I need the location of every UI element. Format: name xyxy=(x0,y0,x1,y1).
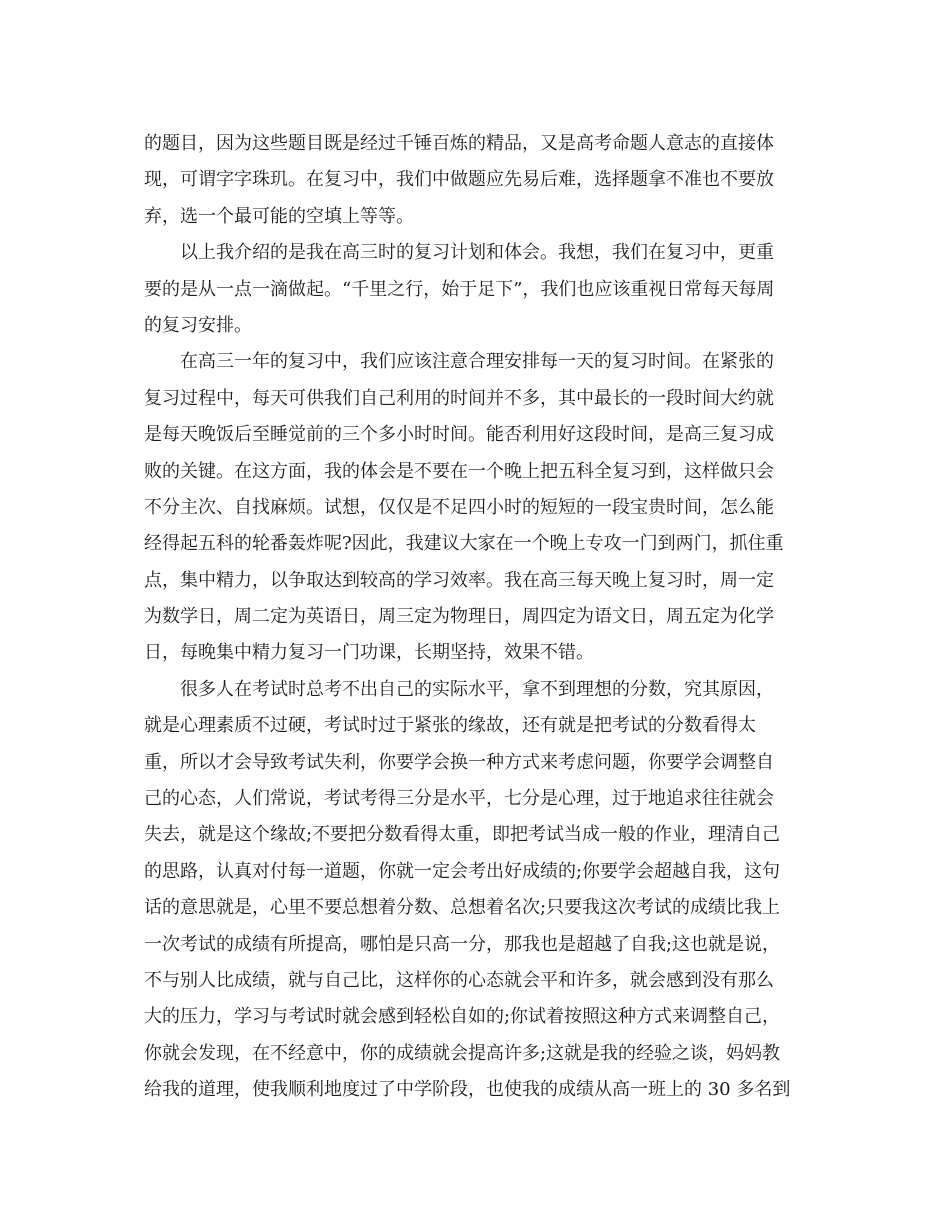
text-line: 给我的道理，使我顺利地度过了中学阶段，也使我的成绩从高一班上的 30 多名到 xyxy=(144,1079,791,1101)
document-body xyxy=(144,126,804,1109)
text-line: 为数学日，周二定为英语日，周三定为物理日，周四定为语文日，周五定为化学 xyxy=(144,606,774,628)
text-line: 要的是从一点一滴做起。“千里之行，始于足下”，我们也应该重视日常每天每周 xyxy=(144,278,775,300)
text-line: 经得起五科的轮番轰炸呢?因此，我建议大家在一个晚上专攻一门到两门，抓住重 xyxy=(144,533,784,555)
text-line: 大的压力，学习与考试时就会感到轻松自如的;你试着按照这种方式来调整自己， xyxy=(144,1006,781,1028)
text-line: 以上我介绍的是我在高三时的复习计划和体会。我想，我们在复习中，更重 xyxy=(180,242,774,264)
paragraph xyxy=(144,126,804,235)
text-line: 的题目，因为这些题目既是经过千锤百炼的精品，又是高考命题人意志的直接体 xyxy=(144,133,774,154)
text-line: 一次考试的成绩有所提高，哪怕是只高一分，那我也是超越了自我;这也就是说， xyxy=(144,933,781,955)
paragraph xyxy=(144,235,804,344)
paragraph xyxy=(144,344,804,672)
text-line: 不与别人比成绩，就与自己比，这样你的心态就会平和许多，就会感到没有那么 xyxy=(144,969,774,991)
text-line: 复习过程中，每天可供我们自己利用的时间并不多，其中最长的一段时间大约就 xyxy=(144,387,774,409)
text-line: 很多人在考试时总考不出自己的实际水平，拿不到理想的分数，究其原因， xyxy=(180,678,774,700)
text-line: 现，可谓字字珠玑。在复习中，我们中做题应先易后难，选择题拿不准也不要放 xyxy=(144,169,774,191)
text-line: 重，所以才会导致考试失利，你要学会换一种方式来考虑问题，你要学会调整自 xyxy=(144,751,774,773)
text-line: 你就会发现，在不经意中，你的成绩就会提高许多;这就是我的经验之谈，妈妈教 xyxy=(144,1042,781,1064)
text-line: 点，集中精力，以争取达到较高的学习效率。我在高三每天晚上复习时，周一定 xyxy=(144,569,774,591)
text-line: 话的意思就是，心里不要总想着分数、总想着名次;只要我这次考试的成绩比我上 xyxy=(144,897,781,919)
text-line: 弃，选一个最可能的空填上等等。 xyxy=(144,205,414,227)
text-line: 在高三一年的复习中，我们应该注意合理安排每一天的复习时间。在紧张的 xyxy=(180,351,774,373)
paragraph xyxy=(144,672,804,1109)
text-line: 的复习安排。 xyxy=(144,314,252,336)
text-line: 是每天晚饭后至睡觉前的三个多小时时间。能否利用好这段时间，是高三复习成 xyxy=(144,424,774,446)
text-line: 失去，就是这个缘故;不要把分数看得太重，即把考试当成一般的作业，理清自己 xyxy=(144,824,781,846)
text-line: 日，每晚集中精力复习一门功课，长期坚持，效果不错。 xyxy=(144,642,594,664)
text-line: 败的关键。在这方面，我的体会是不要在一个晚上把五科全复习到，这样做只会 xyxy=(144,460,774,482)
text-line: 己的心态，人们常说，考试考得三分是水平，七分是心理，过于地追求往往就会 xyxy=(144,788,774,810)
text-line: 就是心理素质不过硬，考试时过于紧张的缘故，还有就是把考试的分数看得太 xyxy=(144,715,756,737)
text-line: 的思路，认真对付每一道题，你就一定会考出好成绩的;你要学会超越自我，这句 xyxy=(144,860,781,882)
text-line: 不分主次、自找麻烦。试想，仅仅是不足四小时的短短的一段宝贵时间，怎么能 xyxy=(144,496,774,518)
